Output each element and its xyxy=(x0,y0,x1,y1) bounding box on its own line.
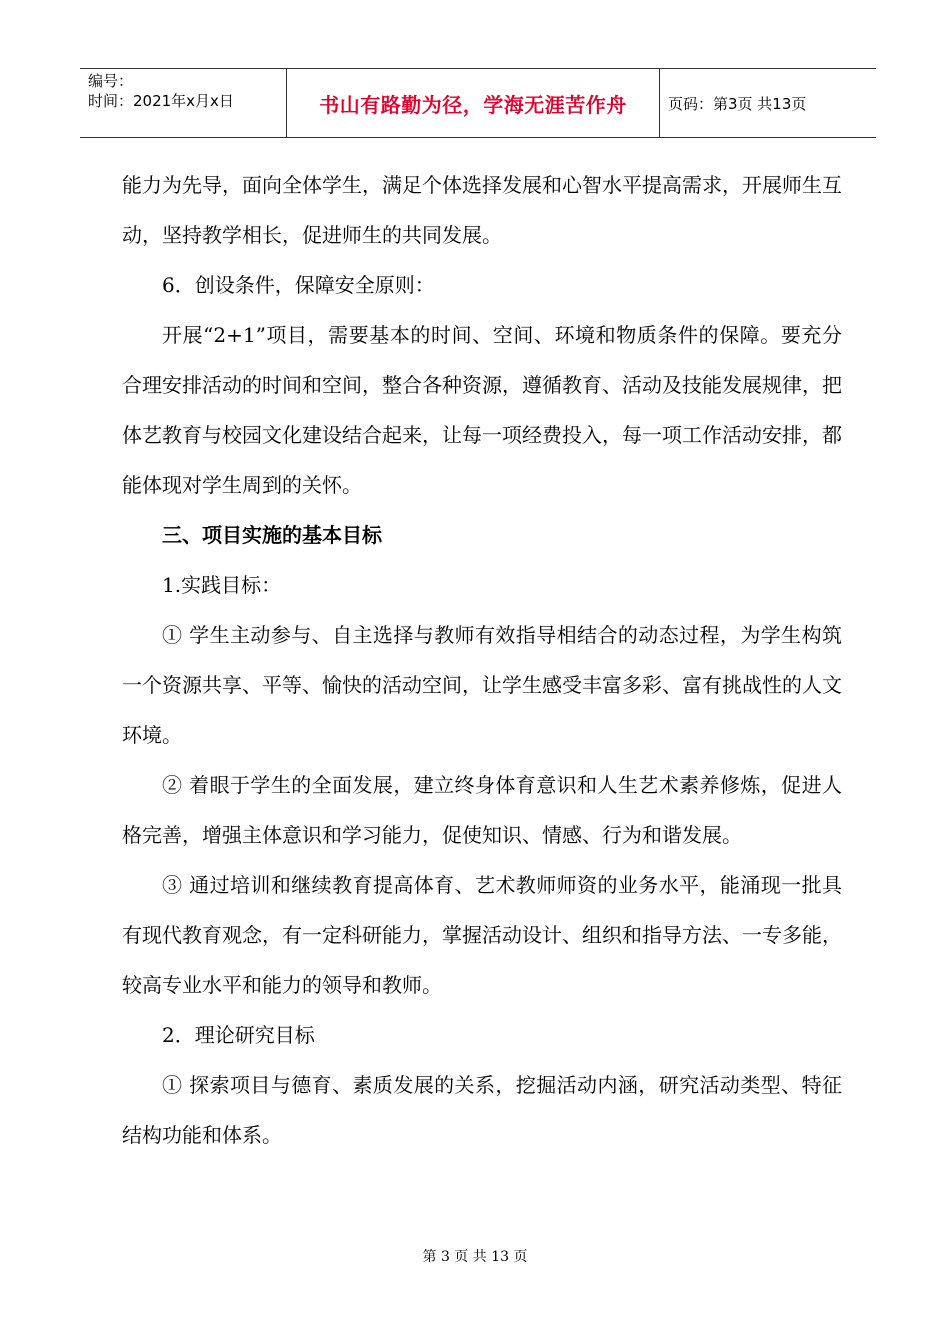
header-page-label: 页码：第3页 共13页 xyxy=(668,94,807,113)
header-page-cell xyxy=(658,69,876,137)
document-time-label: 时间：2021年x月x日 xyxy=(88,92,234,110)
header-motto-cell xyxy=(286,69,660,137)
page-footer xyxy=(0,1246,950,1266)
subsection-heading: 1.实践目标： xyxy=(162,573,282,597)
header-motto: 书山有路勤为径，学海无涯苦作舟 xyxy=(319,92,627,117)
body-paragraph: 能力为先导，面向全体学生，满足个体选择发展和心智水平提高需求，开展师生互动，坚持教学相长，促进师生的共同发展。 xyxy=(122,173,842,247)
list-item: ① 探索项目与德育、素质发展的关系，挖掘活动内涵，研究活动类型、特征结构功能和体系。 xyxy=(122,1073,842,1147)
footer-page-number: 第 3 页 共 13 页 xyxy=(422,1249,528,1265)
body-paragraph: 开展“2+1”项目，需要基本的时间、空间、环境和物质条件的保障。要充分合理安排活动的时间和空间，整合各种资源，遵循教育、活动及技能发展规律，把体艺教育与校园文化建设结合起来，让每一项经费投入，每一项工作活动安排，都能体现对学生周到的关怀。 xyxy=(122,323,842,497)
document-number-label: 编号： xyxy=(88,72,134,90)
header-meta-cell xyxy=(80,69,286,137)
document-body xyxy=(122,160,842,1160)
principle-heading: 6．创设条件，保障安全原则： xyxy=(162,273,435,297)
section-heading: 三、项目实施的基本目标 xyxy=(162,523,382,547)
page-header xyxy=(80,68,876,138)
list-item: ③ 通过培训和继续教育提高体育、艺术教师师资的业务水平，能涌现一批具有现代教育观念，有一定科研能力，掌握活动设计、组织和指导方法、一专多能，较高专业水平和能力的领导和教师。 xyxy=(122,873,842,997)
list-item: ② 着眼于学生的全面发展，建立终身体育意识和人生艺术素养修炼，促进人格完善，增强主体意识和学习能力，促使知识、情感、行为和谐发展。 xyxy=(122,773,842,847)
list-item: ① 学生主动参与、自主选择与教师有效指导相结合的动态过程，为学生构筑一个资源共享、平等、愉快的活动空间，让学生感受丰富多彩、富有挑战性的人文环境。 xyxy=(122,623,842,747)
subsection-heading: 2．理论研究目标 xyxy=(162,1023,315,1047)
